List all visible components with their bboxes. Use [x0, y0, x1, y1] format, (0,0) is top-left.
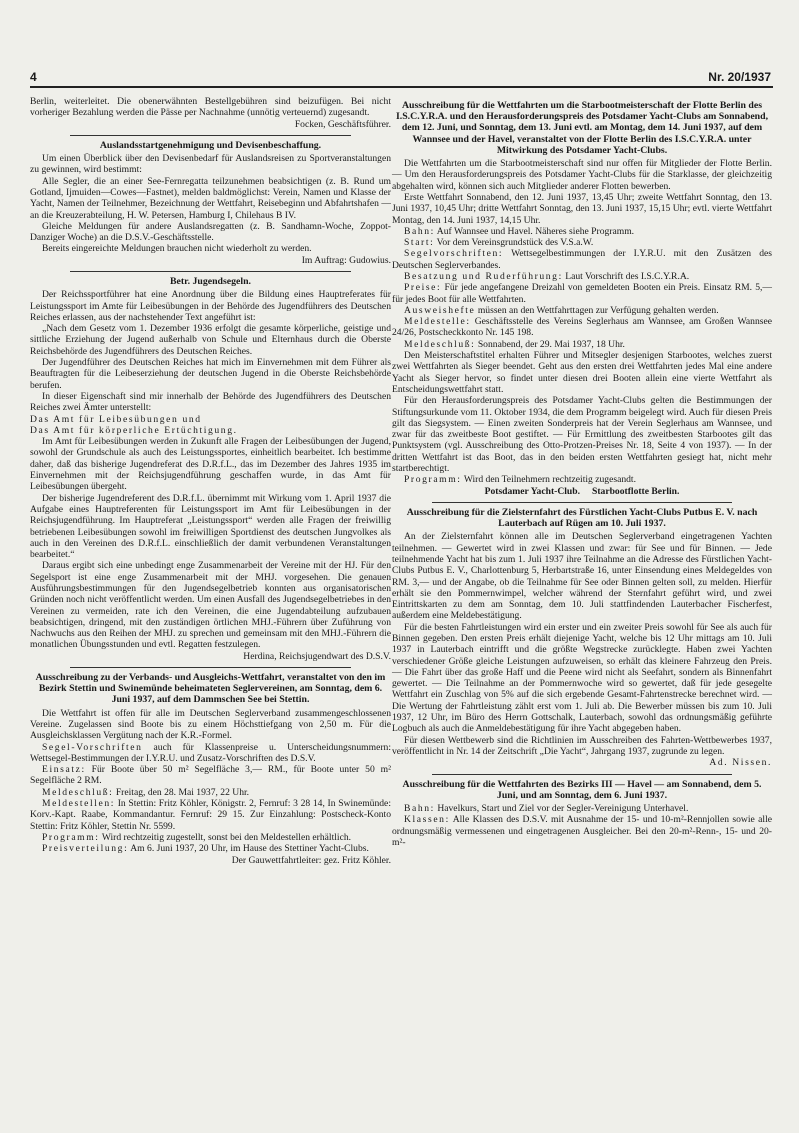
entry [30, 843, 391, 854]
signature: Starbootflotte Berlin. [592, 485, 680, 497]
entry-label: Programm: [42, 831, 100, 843]
section-heading: Ausschreibung für die Wettfahrten um die Starbootmeisterschaft der Flotte Berlin des I.S.C.Y.R.A. und den Herausforderungspreis des Potsdamer Yacht-Clubs am Sonnabend, dem 12. Juni, und Sonntag, dem 13. Juni evtl. am Montag, dem 14. Juni 1937, auf dem Wannsee und der Havel, veranstaltet von der Flotte Berlin des I.S.C.Y.R.A. unter Mitwirkung des Potsdamer Yacht-Clubs. [395, 100, 769, 156]
divider [432, 502, 732, 503]
entry [392, 803, 772, 814]
signature: Focken, Geschäftsführer. [294, 118, 391, 130]
entry-text: auch für Klassenpreise u. Unterscheidungsnummern: Wettsegel-Bestimmungen der I.Y.R.U. und Zusatz-Vorschriften des D.S.V. [30, 741, 391, 764]
signature: Ad. Nissen. [709, 757, 772, 769]
office-line: Das Amt für Leibesübungen und [30, 413, 202, 425]
entry-label: Einsatz: [42, 764, 86, 776]
entry [392, 237, 772, 248]
paragraph: Bereits eingereichte Meldungen brauchen nicht wiederholt zu werden. [42, 243, 312, 255]
divider [70, 135, 351, 136]
entry [392, 814, 772, 848]
entry [392, 474, 772, 485]
paragraph: Für die besten Fahrtleistungen wird ein erster und ein zweiter Preis sowohl für See als auch für Binnen gegeben. Den ersten Preis erhält diejenige Yacht, welche bis 12 Uhr mittags am 10. Juli 1937 in Lauterbach eintrifft und die größte Wegstrecke zurücklegte. Haben zwei Yachten verschiedener Größe gleiche Leistungen aufzuweisen, so erhält das kleinere Fahrzeug den Preis. — Die Fahrt über das große Haff und die Peene wird nicht als Seefahrt, sondern als Binnenfahrt gewertet. — Die Teilnahme an der Pommernwoche wird so gewertet, daß für jede gesegelte Wettfahrt ein Zuschlag von 5% auf die sich ergebende Gesamt-Fahrtenstrecke berechnet wird. — Die Wertung der Fahrtleistung zählt erst vom 1. Juli ab. Die Bewerber müssen bis zum 10. Juli 1937, 12 Uhr, im Büro des Herrn Gottschalk, Lauterbach, sowohl das ordnungsmäßig geführte Logbuch als auch die Anmeldebestätigung für ihre Yacht abgegeben haben. [392, 621, 772, 735]
paragraph: Der Reichssportführer hat eine Anordnung über die Bildung eines Hauptreferates für Leistungssport im Amte für Leibesübungen in der Behörde des Jugendführers des Deutschen Reiches erlassen, aus der nachstehender Text angeführt ist: [30, 289, 391, 323]
entry-text: Wettsegelbestimmungen der I.Y.R.U. mit den Zusätzen des Deutschen Seglerverbandes. [392, 248, 772, 271]
office-line: Das Amt für körperliche Ertüchtigung. [30, 424, 238, 436]
paragraph: Die Wettfahrten um die Starbootmeisterschaft sind nur offen für Mitglieder der Flotte Berlin. — Um den Herausforderungspreis des Potsdamer Yacht-Clubs für die Starklasse, der gleichzeitig abgehalten wird, können sich auch Mitglieder anderer Flotten bewerben. [392, 158, 772, 192]
entry-text: Laut Vorschrift des I.S.C.Y.R.A. [565, 270, 690, 282]
entry-label: Meldeschluß: [42, 786, 114, 798]
entry-label: Preisverteilung: [42, 843, 129, 855]
entry-label: Besatzung und Ruderführung: [404, 270, 563, 282]
entry-text: Wird den Teilnehmern rechtzeitig zugesandt. [463, 474, 636, 486]
entry-label: Bahn: [404, 225, 435, 237]
entry-label: Klassen: [404, 814, 450, 826]
signature-line [392, 486, 772, 497]
entry-text: Für jede angefangene Dreizahl von gemeldeten Booten ein Preis. Einsatz RM. 5,— für jedes Boot für alle Wettfahrten. [392, 282, 773, 305]
entry-label: Bahn: [404, 802, 435, 814]
paragraph: Berlin, weiterleitet. Die obenerwähnten Bestellgebühren sind beizufügen. Bei nicht vorheriger Bezahlung werden die Pässe per Nachnahme (unnötig verteuernd) zugesandt. [30, 96, 391, 119]
entry-label: Ausweishefte [404, 304, 476, 316]
entry-text: Freitag, den 28. Mai 1937, 22 Uhr. [115, 786, 250, 798]
entry-text: Sonnabend, der 29. Mai 1937, 18 Uhr. [477, 338, 625, 350]
entry [30, 798, 391, 832]
entry [392, 226, 772, 237]
entry [392, 305, 772, 316]
entry-label: Meldestellen: [42, 798, 116, 810]
entry-label: Segelvorschriften: [404, 248, 504, 260]
signature: Im Auftrag: Gudowius. [301, 254, 391, 266]
header-rule [30, 86, 773, 88]
paragraph: Den Meisterschaftstitel erhalten Führer und Mitsegler desjenigen Starbootes, welches zuerst zwei Wettfahrten als Sieger beendet. Geht aus den ersten drei Wettfahrten jedes Mal eine andere Yacht als Sieger hervor, so findet unter diesen drei Booten allein eine vierte Wettfahrt als Entscheidungswettfahrt statt. [392, 350, 772, 395]
entry [30, 764, 391, 787]
paragraph: Im Amt für Leibesübungen werden in Zukunft alle Fragen der Leibesübungen der Jugend, sowohl der Grundschule als auch des Leistungssportes, einheitlich bearbeitet. Ich bestimme daher, daß das bisherige Jugendreferat des D.R.f.L., das im Dezember des Jahres 1935 im Einvernehmen mit der Reichsjugendführung geschaffen wurde, in das Amt für Leibesübungen übergeht. [30, 436, 391, 493]
divider [432, 774, 732, 775]
issue-number: Nr. 20/1937 [708, 70, 771, 84]
entry-text: Auf Wannsee und Havel. Näheres siehe Programm. [436, 225, 635, 237]
divider [70, 667, 351, 668]
entry-text: müssen an den Wettfahrttagen zur Verfügung gehalten werden. [477, 304, 719, 316]
signature: Herdina, Reichsjugendwart des D.S.V. [243, 650, 391, 662]
signature: Der Gauwettfahrtleiter: gez. Fritz Köhler. [231, 854, 391, 866]
entry-text: Wird rechtzeitig zugestellt, sonst bei den Meldestellen erhältlich. [101, 831, 352, 843]
paragraph: In dieser Eigenschaft sind mir innerhalb der Behörde des Jugendführers des Deutschen Reiches zwei Ämter unterstellt: [30, 390, 391, 414]
paragraph: Für den Herausforderungspreis des Potsdamer Yacht-Clubs gelten die Bestimmungen der Stiftungsurkunde vom 11. Oktober 1934, die dem Programm beigelegt wird. Auch für diesen Preis gilt das Siegsystem. — Einen zweiten Sonderpreis hat der Verein Seglerhaus am Wannsee, und zwar für das zweitbeste Boot gestiftet. — Für Ermittlung des zweitbesten Starbootes gilt das Punktsystem (vgl. Ausschreibung des Otto-Protzen-Preises Nr. 18, Seite 4 von 1937). — In der dritten Wettfahrt ist das Boot, das in den beiden ersten Wettfahrten gesiegt hat, nicht mehr startberechtigt. [392, 395, 772, 475]
entry-text: In Stettin: Fritz Köhler, Königstr. 2, Fernruf: 3 28 14, In Swinemünde: Korv.-Kapt. Raabe, Kommandantur. Fernruf: 29 15. Zur Einzahlung: Postscheck-Konto Stettin: Fritz Köhler, Stettin Nr. 5599. [30, 798, 391, 832]
entry-text: Für Boote über 50 m² Segelfläche 3,— RM., für Boote unter 50 m² Segelfläche 2 RM. [30, 764, 392, 787]
section-heading: Betr. Jugendsegeln. [169, 276, 251, 288]
entry-label: Start: [404, 237, 435, 249]
entry [30, 742, 391, 765]
entry-text: Am 6. Juni 1937, 20 Uhr, im Hause des Stettiner Yacht-Clubs. [130, 843, 369, 855]
entry [30, 832, 391, 843]
entry [392, 282, 772, 305]
entry-text: Geschäftsstelle des Vereins Seglerhaus am Wannsee, am Großen Wannsee 24/26, Postscheckkonto Nr. 145 198. [392, 316, 772, 339]
section-heading: Ausschreibung für die Zielsternfahrt des Fürstlichen Yacht-Clubs Putbus E. V. nach Lauterbach auf Rügen am 10. Juli 1937. [406, 506, 758, 530]
right-column [392, 96, 772, 848]
section-heading: Auslandsstartgenehmigung und Devisenbeschaffung. [99, 139, 322, 151]
entry-label: Programm: [404, 474, 462, 486]
entry [392, 316, 772, 339]
left-column [30, 96, 391, 866]
paragraph: Erste Wettfahrt Sonnabend, den 12. Juni 1937, 13,45 Uhr; zweite Wettfahrt Sonntag, den 13. Juni 1937, 10,45 Uhr; dritte Wettfahrt Sonntag, den 13. Juni 1937, 15,15 Uhr; evtl. vierte Wettfahrt Montag, den 14. Juni 1937, 14,15 Uhr. [392, 191, 772, 226]
paragraph: Die Wettfahrt ist offen für alle im Deutschen Seglerverband zusammengeschlossenen Vereine. Zugelassen sind Boote bis zu einem Höchsttiefgang von 2,50 m. Für die Ausgleichsklassen Vergütung nach der K.R.-Formel. [30, 707, 391, 742]
entry [392, 248, 772, 271]
entry [392, 339, 772, 350]
paragraph: Der Jugendführer des Deutschen Reiches hat mich im Einvernehmen mit dem Führer als Beauftragten für die Leibeserziehung der deutschen Jugend in die Oberste Reichsbehörde berufen. [30, 357, 391, 391]
paragraph: Alle Segler, die an einer See-Fernregatta teilzunehmen beabsichtigen (z. B. Rund um Gotland, Ijmuiden—Cowes—Fastnet), melden baldmöglichst: Verein, Namen und Klasse der Yacht, Namen der Teilnehmer, Bezeichnung der Wettfahrt, Reisebeginn und Abfahrtshafen — an die Kreuzerabteilung, H. W. Petersen, Hamburg I, Chilehaus B IV. [30, 175, 391, 221]
paragraph: Daraus ergibt sich eine unbedingt enge Zusammenarbeit der Vereine mit der HJ. Für den Segelsport ist eine enge Zusammenarbeit mit der MHJ. vorgesehen. Die genauen Ausführungsbestimmungen für den Jugendsegelbetrieb konnten aus organisatorischen Gründen noch nicht veröffentlicht werden. Um einen Ausfall des Jugendsegelbetriebes in den Vereinen zu vermeiden, rate ich den Vereinen, die eine Jugendabteilung aufzubauen beabsichtigen, dringend, mit den zuständigen örtlichen MHJ.-Führern über Zuführung von Nachwuchs aus den Reihen der MHJ. zu sprechen und gemeinsam mit den MHJ.-Führern die monatlichen Übungsstunden und evtl. Regatten festzulegen. [30, 560, 391, 651]
entry-label: Segel-Vorschriften [42, 741, 143, 753]
entry-label: Meldeschluß: [404, 338, 476, 350]
entry-label: Preise: [404, 282, 442, 294]
paragraph: Gleiche Meldungen für andere Auslandsregatten (z. B. Sandhamn-Woche, Zoppot-Danziger Woche) an die D.S.V.-Geschäftsstelle. [30, 220, 391, 244]
entry [392, 271, 772, 282]
entry-label: Meldestelle: [404, 316, 471, 328]
page-number: 4 [30, 70, 37, 84]
paragraph: „Nach dem Gesetz vom 1. Dezember 1936 erfolgt die gesamte körperliche, geistige und sittliche Erziehung der Jugend außerhalb von Schule und Elternhaus durch die Oberste Reichsbehörde des Jugendführers des Deutschen Reiches. [30, 323, 391, 357]
paragraph: Der bisherige Jugendreferent des D.R.f.L. übernimmt mit Wirkung vom 1. April 1937 die Aufgabe eines Hauptreferenten für Leistungssport im Amt für Leibesübungen in der Reichsjugendführung. Im Hauptreferat „Leistungssport“ werden alle Fragen der freiwillig betriebenen Leibesübungen sowohl im freiwilligen Sportdienst des deutschen Jungvolkes als auch in den Vereinen des D.R.f.L. einschließlich der damit verbundenen Veranstaltungen bearbeitet.“ [30, 492, 391, 561]
entry-text: Alle Klassen des D.S.V. mit Ausnahme der 15- und 10-m²-Rennjollen sowie alle ordnungsmäßig vermessenen und eingetragenen Ausgleicher. Bei den 20-m²-Renn-, 15- und 20-m²- [392, 814, 772, 848]
entry-text: Vor dem Vereinsgrundstück des V.S.a.W. [436, 237, 594, 249]
section-heading: Ausschreibung zu der Verbands- und Ausgleichs-Wettfahrt, veranstaltet von den im Bezirk Stettin und Swinemünde beheimateten Seglervereinen, am Sonntag, dem 6. Juni 1937, auf dem Dammschen See bei Stettin. [35, 672, 386, 706]
signature: Potsdamer Yacht-Club. [484, 485, 580, 497]
paragraph: An der Zielsternfahrt können alle im Deutschen Seglerverband eingetragenen Yachten teilnehmen. — Gewertet wird in zwei Klassen und zwar: für See und für Binnen. — Jede teilnehmende Yacht hat bis zum 1. Juli 1937 ihre Teilnahme an die Adresse des Fürstlichen Yacht-Clubs Putbus E. V., Charlottenburg 5, Herbartstraße 16, unter Einsendung eines Meldegeldes von RM. 3,— und der Angabe, ob die Teilnahme für See oder Binnen gelten soll, zu melden. Hierfür erhält sie den Pommernwimpel, welcher während der Sternfahrt geführt wird, und zwei Eintrittskarten zu dem am Sonntag, dem 10. Juli stattfindenden Lauterbacher Fischerfest, außerdem eine Meldebestätigung. [392, 531, 772, 622]
section-heading: Ausschreibung für die Wettfahrten des Bezirks III — Havel — am Sonnabend, dem 5. Juni, und am Sonntag, dem 6. Juni 1937. [402, 778, 762, 801]
divider [70, 271, 351, 272]
entry [30, 787, 391, 798]
entry-text: Havelkurs, Start und Ziel vor der Segler-Vereinigung Unterhavel. [437, 802, 689, 814]
paragraph: Um einen Überblick über den Devisenbedarf für Auslandsreisen zu Sportveranstaltungen zu gewinnen, wird bestimmt: [30, 153, 391, 176]
paragraph: Für diesen Wettbewerb sind die Richtlinien im Ausschreiben des Fahrten-Wettbewerbes 1937, veröffentlicht in Nr. 14 der Zeitschrift „Die Yacht“, Jahrgang 1937, zugrunde zu legen. [392, 734, 772, 757]
